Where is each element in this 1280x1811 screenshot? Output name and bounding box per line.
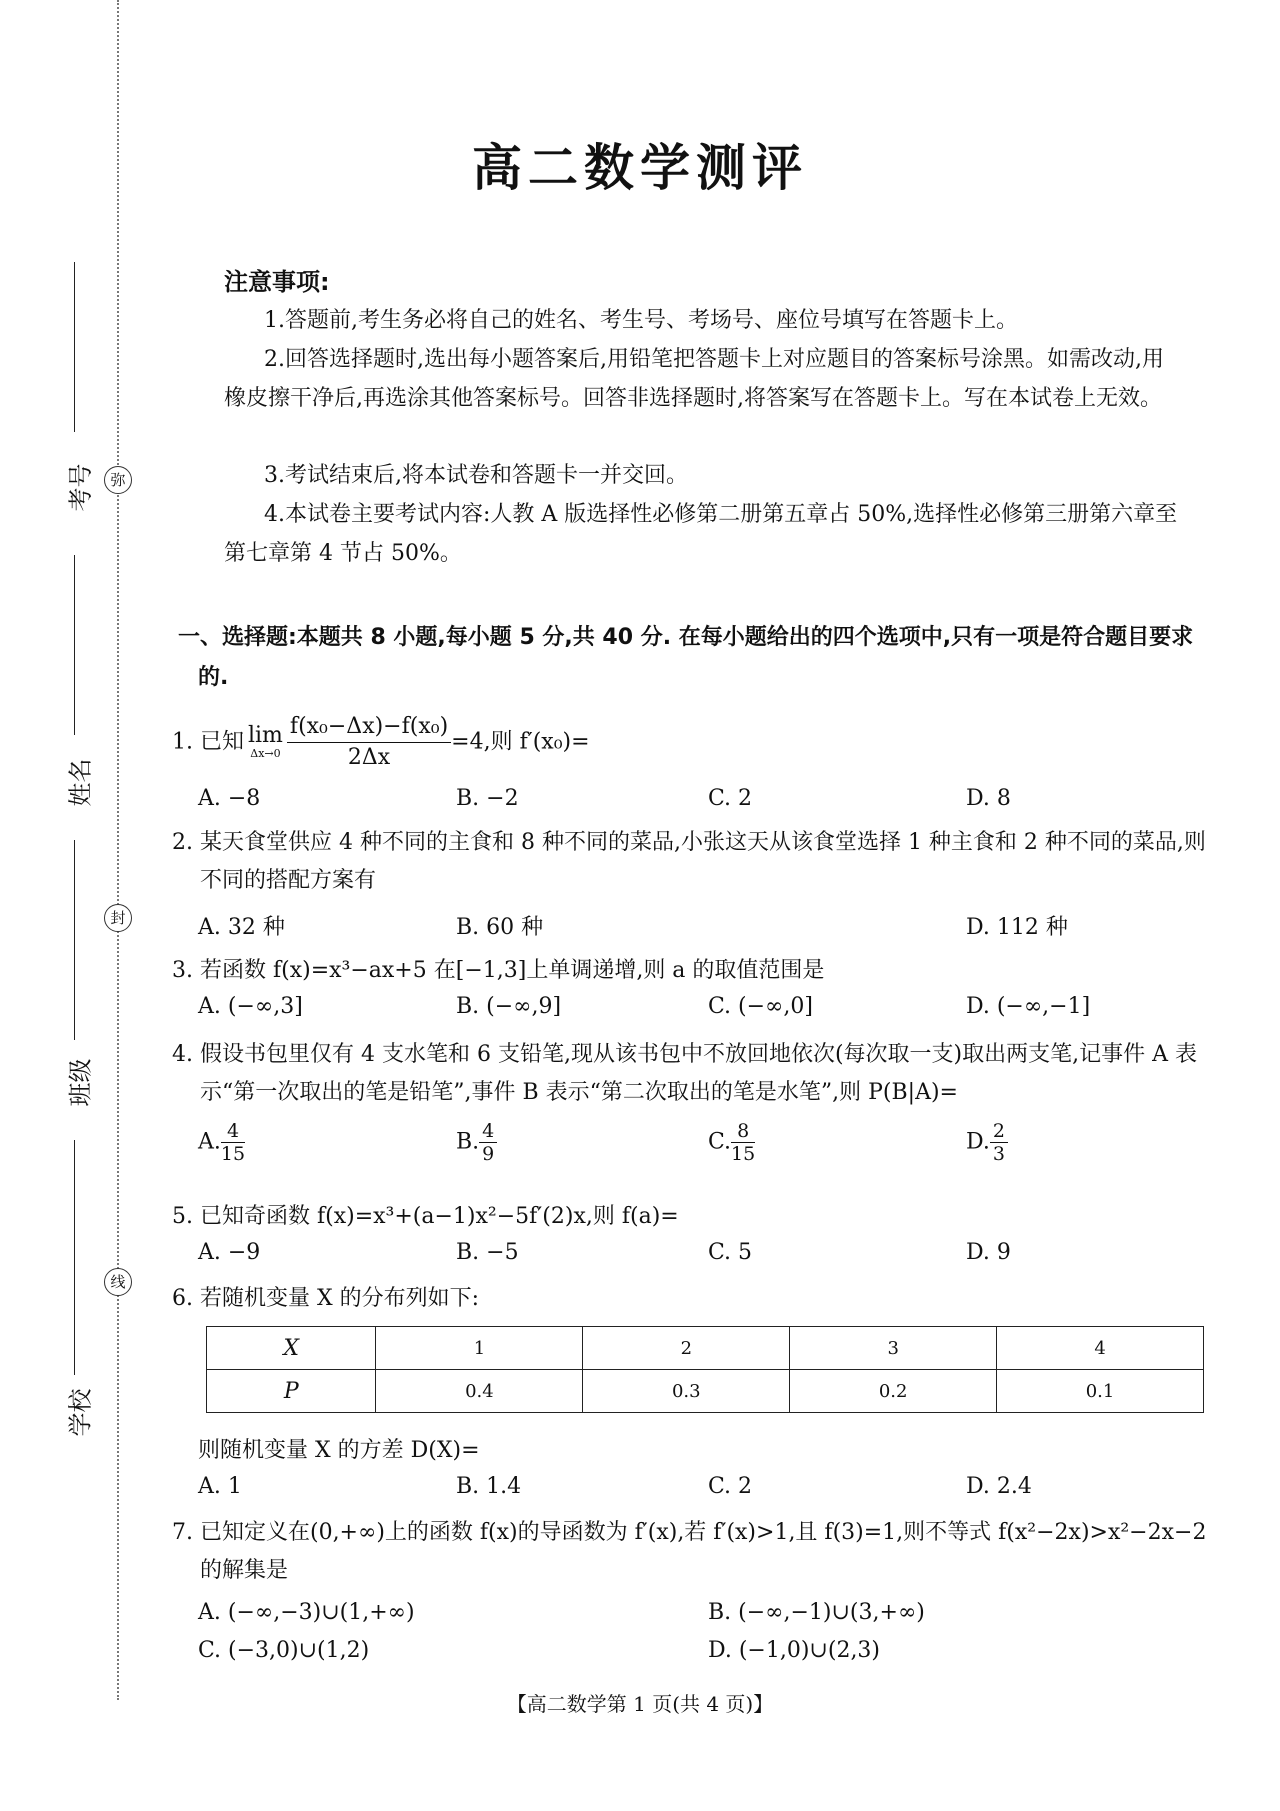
q5-option-c[interactable]: C. 5 [708,1240,753,1265]
distribution-table [206,1326,1204,1413]
question-7: 7. 已知定义在(0,+∞)上的函数 f(x)的导函数为 f′(x),若 f′(x)>1,且 f(3)=1,则不等式 f(x²−2x)>x²−2x−2 的解集是 [172,1520,1207,1583]
table-cell: X [207,1327,376,1370]
table-cell: 2 [583,1327,790,1370]
q5-option-b[interactable]: B. −5 [456,1240,519,1265]
binding-dotted-line [117,0,119,1700]
table-cell: 1 [376,1327,583,1370]
seal-mark-feng: 封 [104,904,132,932]
q7-option-c[interactable]: C. (−3,0)∪(1,2) [198,1638,370,1663]
notice-item-4: 4.本试卷主要考试内容:人教 A 版选择性必修第二册第五章占 50%,选择性必修第三册第六章至第七章第 4 节占 50%。 [224,502,1178,566]
q7-option-b[interactable]: B. (−∞,−1)∪(3,+∞) [708,1600,925,1625]
q6-option-c[interactable]: C. 2 [708,1474,753,1499]
q5-option-a[interactable]: A. −9 [198,1240,261,1265]
q6-option-b[interactable]: B. 1.4 [456,1474,522,1499]
q4-option-d[interactable]: D. $\frac{2}{3}$ [966,1120,1008,1165]
table-cell: 4 [997,1327,1204,1370]
notice-item-2: 2.回答选择题时,选出每小题答案后,用铅笔把答题卡上对应题目的答案标号涂黑。如需改动,用橡皮擦干净后,再选涂其他答案标号。回答非选择题时,将答案写在答题卡上。写在本试卷上无效。 [224,347,1164,411]
page-footer: 【高二数学第 1 页(共 4 页)】 [506,1692,774,1716]
q2-option-a[interactable]: A. 32 种 [198,915,285,940]
q1-option-d[interactable]: D. 8 [966,786,1011,811]
q1-option-a[interactable]: A. −8 [198,786,261,811]
table-cell: 0.4 [376,1370,583,1413]
q4-option-b[interactable]: B. $\frac{4}{9}$ [456,1120,497,1165]
question-6: 6. 若随机变量 X 的分布列如下: [172,1286,480,1311]
q3-option-a[interactable]: A. (−∞,3] [198,994,303,1019]
q2-option-d[interactable]: D. 112 种 [966,915,1068,940]
notice-item-1: 1.答题前,考生务必将自己的姓名、考生号、考场号、座位号填写在答题卡上。 [264,308,1018,333]
table-cell: P [207,1370,376,1413]
notice-item-3: 3.考试结束后,将本试卷和答题卡一并交回。 [264,463,688,488]
table-cell: 3 [790,1327,997,1370]
q3-option-d[interactable]: D. (−∞,−1] [966,994,1091,1019]
table-cell: 0.3 [583,1370,790,1413]
table-row [207,1327,1204,1370]
q5-option-d[interactable]: D. 9 [966,1240,1011,1265]
q7-option-a[interactable]: A. (−∞,−3)∪(1,+∞) [198,1600,415,1625]
section-heading: 一、选择题:本题共 8 小题,每小题 5 分,共 40 分. 在每小题给出的四个选项中,只有一项是符合题目要求的. [178,625,1194,690]
q3-option-b[interactable]: B. (−∞,9] [456,994,562,1019]
class-line [74,840,75,1040]
q1-option-b[interactable]: B. −2 [456,786,519,811]
question-1: 1. 已知 lim Δx→0 $\frac{\text{f(x₀−Δx)−f(x₀)}}{2\Delta x}$ =4,则 f′(x₀)= [172,714,590,770]
question-2: 2. 某天食堂供应 4 种不同的主食和 8 种不同的菜品,小张这天从该食堂选择 1 种主食和 2 种不同的菜品,则不同的搭配方案有 [172,830,1206,893]
q1-option-c[interactable]: C. 2 [708,786,753,811]
name-line [74,555,75,735]
question-6-followup: 则随机变量 X 的方差 D(X)= [198,1438,480,1463]
class-label: 班级 [66,1058,95,1107]
page-title: 高二数学测评 [472,139,808,197]
q6-option-d[interactable]: D. 2.4 [966,1474,1032,1499]
table-row [207,1370,1204,1413]
notice-heading: 注意事项: [224,268,330,296]
table-cell: 0.2 [790,1370,997,1413]
q4-option-c[interactable]: C. $\frac{8}{15}$ [708,1120,756,1165]
question-3: 3. 若函数 f(x)=x³−ax+5 在[−1,3]上单调递增,则 a 的取值范围是 [172,958,825,983]
school-label: 学校 [66,1388,95,1437]
q7-option-d[interactable]: D. (−1,0)∪(2,3) [708,1638,881,1663]
seal-mark-mi: 弥 [104,466,132,494]
q3-option-c[interactable]: C. (−∞,0] [708,994,813,1019]
seal-mark-xian: 线 [104,1268,132,1296]
question-4: 4. 假设书包里仅有 4 支水笔和 6 支铅笔,现从该书包中不放回地依次(每次取一支)取出两支笔,记事件 A 表示“第一次取出的笔是铅笔”,事件 B 表示“第二次取出的笔是水笔”,则 P(B|A)= [172,1042,1197,1105]
exam-number-line [74,262,75,432]
limit-operator: lim Δx→0 [247,722,283,760]
name-label: 姓名 [66,758,95,807]
q2-option-b[interactable]: B. 60 种 [456,915,544,940]
exam-number-label: 考号 [66,463,95,512]
q6-option-a[interactable]: A. 1 [198,1474,242,1499]
school-line [74,1140,75,1375]
table-cell: 0.1 [997,1370,1204,1413]
q4-option-a[interactable]: A. $\frac{4}{15}$ [198,1120,246,1165]
question-5: 5. 已知奇函数 f(x)=x³+(a−1)x²−5f′(2)x,则 f(a)= [172,1204,679,1229]
